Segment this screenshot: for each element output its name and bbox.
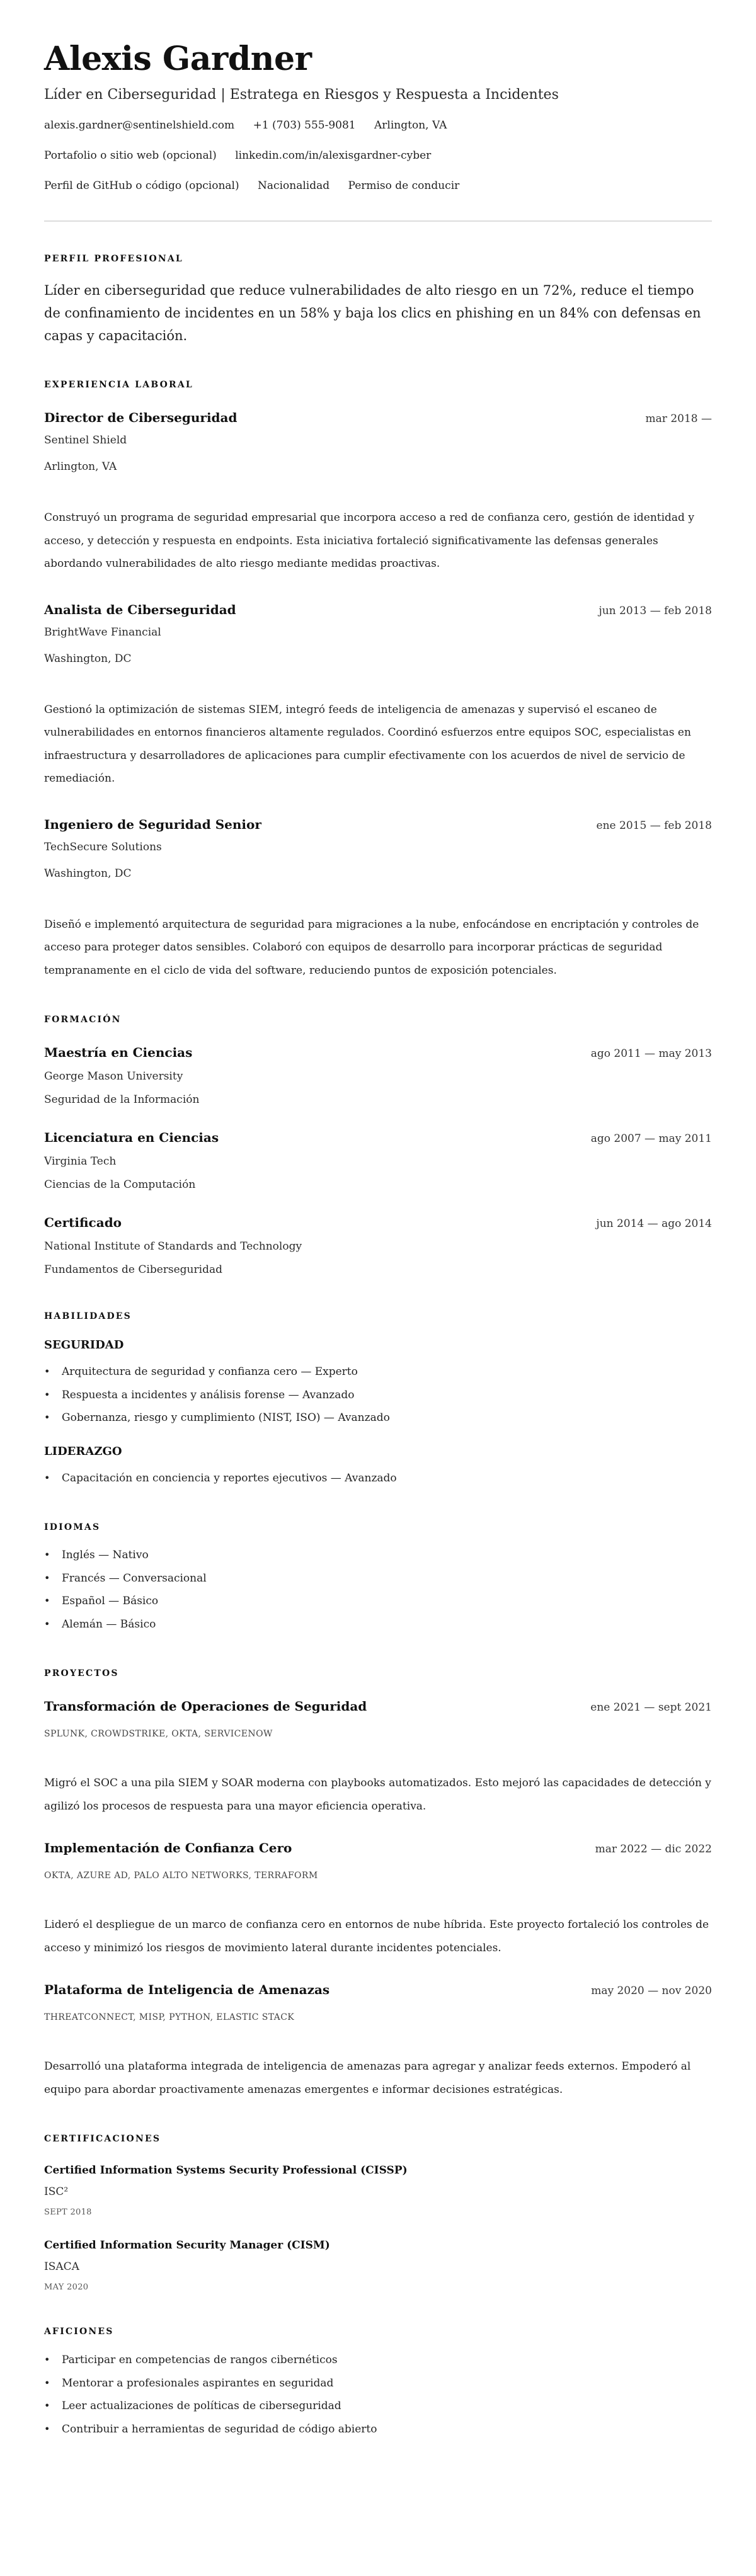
contact-linkedin[interactable]: linkedin.com/in/alexisgardner-cyber <box>235 149 432 162</box>
project-tech-tags: OKTA, AZURE AD, PALO ALTO NETWORKS, TERRAFORM <box>44 1871 318 1881</box>
candidate-name: Alexis Gardner <box>44 40 312 78</box>
job-title: Ingeniero de Seguridad Senior <box>44 816 261 832</box>
language-list <box>44 1544 712 1636</box>
job-dates: mar 2018 — <box>645 413 712 425</box>
project-dates: mar 2022 — dic 2022 <box>595 1843 712 1855</box>
certification-entry <box>44 2162 712 2219</box>
field-of-study: Seguridad de la Información <box>44 1093 200 1106</box>
project-title: Implementación de Confianza Cero <box>44 1840 292 1855</box>
section-title: AFICIONES <box>44 2327 114 2337</box>
summary-section <box>44 253 712 347</box>
contact-portfolio[interactable]: Portafolio o sitio web (opcional) <box>44 149 217 162</box>
education-dates: jun 2014 — ago 2014 <box>596 1217 712 1230</box>
contact-driving-license: Permiso de conducir <box>348 180 460 192</box>
education-dates: ago 2011 — may 2013 <box>590 1047 712 1060</box>
section-title: PROYECTOS <box>44 1668 119 1678</box>
job-entry <box>44 409 712 576</box>
project-entry <box>44 1697 712 1818</box>
section-title: HABILIDADES <box>44 1311 132 1321</box>
skills-section <box>44 1310 712 1490</box>
contact-email[interactable]: alexis.gardner@sentinelshield.com <box>44 119 235 132</box>
education-section <box>44 1013 712 1279</box>
job-title: Analista de Ciberseguridad <box>44 601 236 617</box>
skill-item: • Gobernanza, riesgo y cumplimiento (NIST, ISO) — Avanzado <box>44 1406 712 1430</box>
education-dates: ago 2007 — may 2011 <box>590 1132 712 1145</box>
job-location: Washington, DC <box>44 867 132 880</box>
contact-row <box>44 176 712 195</box>
section-title: FORMACIÓN <box>44 1015 122 1025</box>
certification-name: Certified Information Security Manager (CISM) <box>44 2239 330 2252</box>
skill-list <box>44 1360 712 1430</box>
job-company: BrightWave Financial <box>44 625 161 639</box>
degree: Maestría en Ciencias <box>44 1045 193 1060</box>
contact-github[interactable]: Perfil de GitHub o código (opcional) <box>44 180 239 192</box>
certification-name: Certified Information Systems Security Professional (CISSP) <box>44 2164 408 2177</box>
education-entry <box>44 1044 712 1108</box>
section-title: EXPERIENCIA LABORAL <box>44 380 193 390</box>
certifications-section <box>44 2133 712 2294</box>
contact-nationality: Nacionalidad <box>258 180 330 192</box>
education-entry <box>44 1129 712 1194</box>
hobby-item: • Contribuir a herramientas de seguridad de código abierto <box>44 2418 712 2441</box>
projects-section <box>44 1667 712 2101</box>
job-description: Gestionó la optimización de sistemas SIEM, integró feeds de inteligencia de amenazas y supervisó el escaneo de vulnerabilidades en entornos financieros altamente regulados. Coordinó esfuerzos entre equipos SOC, especialistas en infraestructura y desarrolladores de aplicaciones para cumplir efectivamente con los acuerdos de nivel de servicio de remediación. <box>44 703 691 785</box>
certification-date: MAY 2020 <box>44 2282 89 2292</box>
project-tech-tags: SPLUNK, CROWDSTRIKE, OKTA, SERVICENOW <box>44 1729 273 1739</box>
skill-item: • Respuesta a incidentes y análisis forense — Avanzado <box>44 1384 712 1407</box>
certification-date: SEPT 2018 <box>44 2208 92 2217</box>
project-tech-tags: THREATCONNECT, MISP, PYTHON, ELASTIC STACK <box>44 2012 295 2022</box>
language-item: • Español — Básico <box>44 1590 712 1613</box>
field-of-study: Fundamentos de Ciberseguridad <box>44 1263 222 1276</box>
hobbies-section <box>44 2325 712 2441</box>
hobby-list <box>44 2349 712 2441</box>
degree: Licenciatura en Ciencias <box>44 1130 219 1145</box>
certification-entry <box>44 2237 712 2294</box>
language-item: • Inglés — Nativo <box>44 1544 712 1567</box>
project-description: Migró el SOC a una pila SIEM y SOAR moderna con playbooks automatizados. Esto mejoró las capacidades de detección y agilizó los procesos de respuesta para una mayor eficiencia operativa. <box>44 1777 711 1813</box>
job-description: Diseñó e implementó arquitectura de seguridad para migraciones a la nube, enfocándose en encriptación y controles de acceso para proteger datos sensibles. Colaboró con equipos de desarrollo para incorporar prácticas de seguridad tempranamente en el ciclo de vida del software, reduciendo puntos de exposición potenciales. <box>44 918 699 977</box>
job-description: Construyó un programa de seguridad empresarial que incorpora acceso a red de confianza cero, gestión de identidad y acceso, y detección y respuesta en endpoints. Esta iniciativa fortaleció significativamente las defensas generales abordando vulnerabilidades de alto riesgo mediante medidas proactivas. <box>44 511 694 570</box>
skill-item: • Capacitación en conciencia y reportes ejecutivos — Avanzado <box>44 1467 712 1490</box>
resume-header <box>44 40 712 195</box>
job-dates: ene 2015 — feb 2018 <box>596 819 712 832</box>
certification-issuer: ISC² <box>44 2186 69 2198</box>
skill-group-title: LIDERAZGO <box>44 1444 122 1458</box>
summary-text: Líder en ciberseguridad que reduce vulnerabilidades de alto riesgo en un 72%, reduce el tiempo de confinamiento de incidentes en un 58% y baja los clics en phishing en un 84% con defensas en capas y capacitación. <box>44 283 701 343</box>
skill-group-title: SEGURIDAD <box>44 1338 124 1352</box>
project-dates: may 2020 — nov 2020 <box>591 1985 712 1997</box>
job-company: TechSecure Solutions <box>44 840 162 853</box>
header-divider <box>44 220 712 222</box>
hobby-item: • Participar en competencias de rangos cibernéticos <box>44 2349 712 2372</box>
project-entry <box>44 1981 712 2101</box>
skill-list <box>44 1467 712 1490</box>
job-company: Sentinel Shield <box>44 434 127 447</box>
institution: George Mason University <box>44 1070 183 1083</box>
section-title: CERTIFICACIONES <box>44 2134 161 2144</box>
section-title: IDIOMAS <box>44 1522 101 1532</box>
job-location: Washington, DC <box>44 652 132 665</box>
education-entry <box>44 1214 712 1279</box>
language-item: • Francés — Conversacional <box>44 1567 712 1590</box>
contact-phone[interactable]: +1 (703) 555-9081 <box>253 119 356 132</box>
contact-row <box>44 146 712 165</box>
job-entry <box>44 816 712 983</box>
project-description: Desarrolló una plataforma integrada de inteligencia de amenazas para agregar y analizar feeds externos. Empoderó al equipo para abordar proactivamente amenazas emergentes e informar decisiones estratégicas. <box>44 2060 691 2096</box>
language-item: • Alemán — Básico <box>44 1613 712 1636</box>
skill-item: • Arquitectura de seguridad y confianza cero — Experto <box>44 1360 712 1384</box>
institution: National Institute of Standards and Technology <box>44 1240 302 1253</box>
hobby-item: • Leer actualizaciones de políticas de ciberseguridad <box>44 2395 712 2418</box>
project-dates: ene 2021 — sept 2021 <box>590 1701 712 1714</box>
project-entry <box>44 1839 712 1959</box>
project-description: Lideró el despliegue de un marco de confianza cero en entornos de nube híbrida. Este proyecto fortaleció los controles de acceso y minimizó los riesgos de movimiento lateral durante incidentes potenciales. <box>44 1918 709 1954</box>
project-title: Plataforma de Inteligencia de Amenazas <box>44 1982 330 1997</box>
institution: Virginia Tech <box>44 1155 117 1168</box>
field-of-study: Ciencias de la Computación <box>44 1178 196 1191</box>
job-entry <box>44 601 712 790</box>
section-title: PERFIL PROFESIONAL <box>44 254 183 264</box>
languages-section <box>44 1521 712 1636</box>
certification-issuer: ISACA <box>44 2260 79 2273</box>
contact-row <box>44 116 712 135</box>
hobby-item: • Mentorar a profesionales aspirantes en seguridad <box>44 2372 712 2395</box>
job-title: Director de Ciberseguridad <box>44 410 238 425</box>
candidate-headline: Líder en Ciberseguridad | Estratega en Riesgos y Respuesta a Incidentes <box>44 87 559 103</box>
job-location: Arlington, VA <box>44 460 117 473</box>
job-dates: jun 2013 — feb 2018 <box>598 604 712 617</box>
degree: Certificado <box>44 1215 122 1230</box>
project-title: Transformación de Operaciones de Seguridad <box>44 1699 367 1714</box>
contact-location: Arlington, VA <box>374 119 447 132</box>
experience-section <box>44 379 712 982</box>
